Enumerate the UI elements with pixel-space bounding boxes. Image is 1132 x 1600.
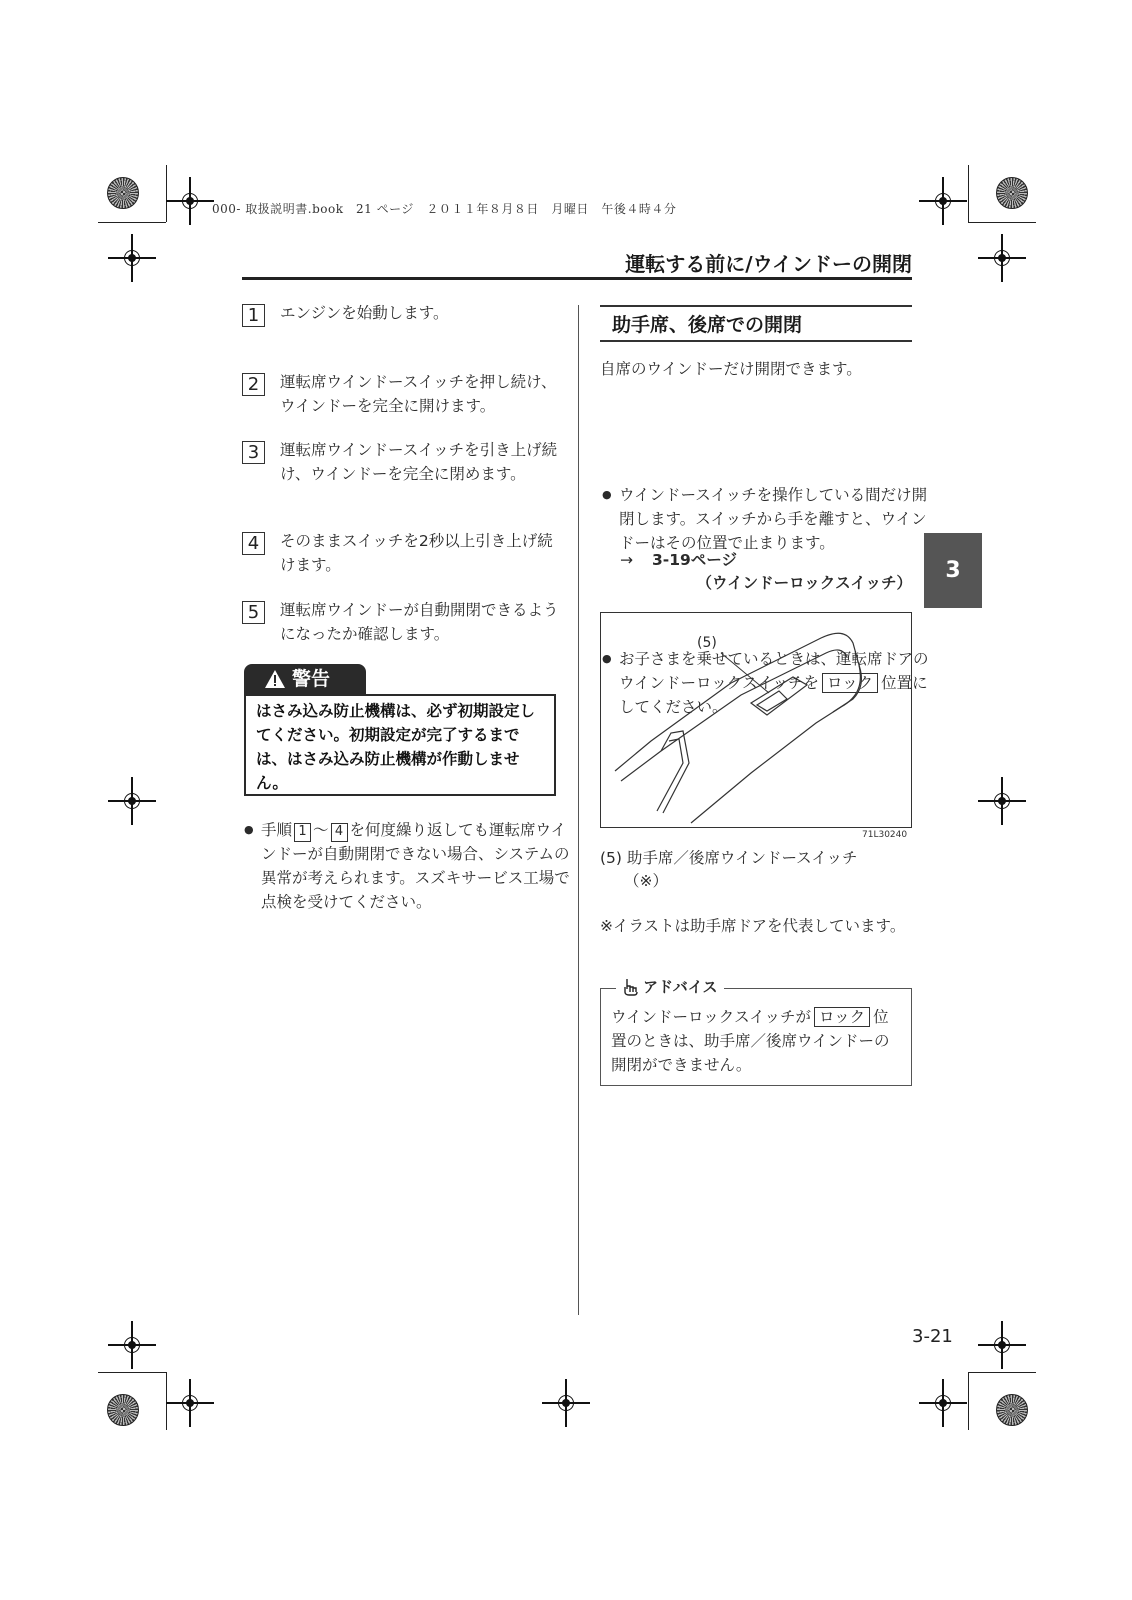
note-tilde: ～	[313, 821, 329, 839]
right-bullet	[602, 483, 929, 555]
caption-number: (5)	[600, 849, 622, 867]
registration-burst-icon	[107, 177, 139, 209]
step-item	[242, 529, 562, 577]
advice-text: ウインドーロックスイッチが	[611, 1008, 811, 1026]
right-intro: 自席のウインドーだけ開閉できます。	[600, 360, 862, 378]
crop-line	[166, 1372, 167, 1430]
registration-burst-icon	[107, 1394, 139, 1426]
step-number: 5	[242, 601, 265, 624]
caption-text: 助手席／後席ウインドースイッチ	[626, 849, 858, 867]
subsection-title: 助手席、後席での開閉	[612, 314, 803, 336]
advice-label: アドバイス	[643, 978, 718, 996]
step-text: そのままスイッチを2秒以上引き上げ続けます。	[280, 532, 553, 574]
step-text: 運転席ウインドーが自動開閉できるようになったか確認します。	[280, 601, 559, 643]
crop-line	[968, 222, 1036, 223]
warning-label: 警告	[292, 668, 331, 690]
advice-header	[616, 976, 724, 997]
note-pre: 手順	[261, 821, 293, 839]
crop-line	[968, 1372, 1036, 1373]
registration-burst-icon	[996, 1394, 1028, 1426]
step-item	[242, 598, 562, 646]
step-text: 運転席ウインドースイッチを引き上げ続け、ウインドーを完全に閉めます。	[280, 441, 558, 483]
pointing-hand-icon	[622, 978, 640, 996]
reference-arrow: →	[620, 551, 633, 569]
figure-code: 71L30240	[862, 830, 908, 840]
step-item	[242, 370, 562, 418]
registration-cross-icon	[122, 791, 142, 811]
reference-title: （ウインドーロックスイッチ）	[696, 574, 912, 592]
registration-cross-icon	[180, 191, 200, 211]
registration-cross-icon	[556, 1393, 576, 1413]
subsection-bottom-rule	[600, 340, 912, 342]
step-item	[242, 301, 562, 325]
registration-cross-icon	[933, 1393, 953, 1413]
note-step-a: 1	[294, 823, 311, 842]
left-note	[244, 818, 577, 914]
registration-cross-icon	[122, 248, 142, 268]
step-number: 1	[242, 304, 265, 327]
advice-box	[600, 988, 912, 1086]
crop-line	[166, 165, 167, 222]
advice-text: 位置のときは、助手席／後席ウインドーの開閉ができません。	[611, 1008, 890, 1074]
warning-box	[244, 694, 556, 796]
page-number: 3-21	[912, 1326, 953, 1347]
step-text: 運転席ウインドースイッチを押し続け、ウインドーを完全に開けます。	[280, 373, 557, 415]
bullet-text: ウインドースイッチを操作している間だけ開閉します。スイッチから手を離すと、ウインドーはその位置で止まります。	[619, 486, 928, 552]
step-number: 2	[242, 373, 265, 396]
lock-label: ロック	[822, 673, 878, 693]
registration-burst-icon	[996, 177, 1028, 209]
subsection-top-rule	[600, 305, 912, 307]
illustration-note: ※イラストは助手席ドアを代表しています。	[600, 917, 906, 935]
registration-cross-icon	[992, 1335, 1012, 1355]
registration-cross-icon	[122, 1335, 142, 1355]
warning-triangle-icon	[264, 669, 286, 689]
caption-note: （※）	[624, 872, 668, 890]
step-number: 3	[242, 441, 265, 464]
lock-label: ロック	[814, 1007, 870, 1027]
column-divider	[578, 305, 579, 1315]
crop-line	[968, 165, 969, 222]
step-text: エンジンを始動します。	[280, 304, 449, 322]
door-armrest-icon	[601, 613, 911, 827]
registration-cross-icon	[933, 191, 953, 211]
section-title: 運転する前に/ウインドーの開閉	[625, 252, 912, 276]
step-number: 4	[242, 532, 265, 555]
crop-line	[98, 222, 166, 223]
crop-line	[98, 1372, 166, 1373]
bullet-text: お子さまを乗せているときは、運転席ドアのウインドーロックスイッチを	[619, 650, 929, 692]
figure-callout: (5)	[697, 635, 717, 651]
registration-cross-icon	[992, 791, 1012, 811]
crop-line	[968, 1372, 969, 1430]
note-step-b: 4	[331, 823, 348, 842]
bullet-text: 位置にしてください。	[619, 674, 928, 716]
warning-tab	[244, 664, 366, 694]
step-item	[242, 438, 562, 486]
figure-caption	[600, 846, 912, 870]
reference-page: 3-19ページ	[652, 551, 737, 569]
chapter-tab: 3	[924, 533, 982, 608]
warning-text: はさみ込み防止機構は、必ず初期設定してください。初期設定が完了するまでは、はさみ込み防止機構が作動しません。	[256, 702, 536, 792]
title-rule	[242, 277, 912, 280]
registration-cross-icon	[180, 1393, 200, 1413]
note-post: を何度繰り返しても運転席ウインドーが自動開閉できない場合、システムの異常が考えられます。スズキサービス工場で点検を受けてください。	[261, 821, 570, 911]
registration-cross-icon	[992, 248, 1012, 268]
door-switch-illustration	[600, 612, 912, 828]
print-header: 000- 取扱説明書.book 21 ページ ２０１１年８月８日 月曜日 午後４時４分	[212, 202, 677, 216]
